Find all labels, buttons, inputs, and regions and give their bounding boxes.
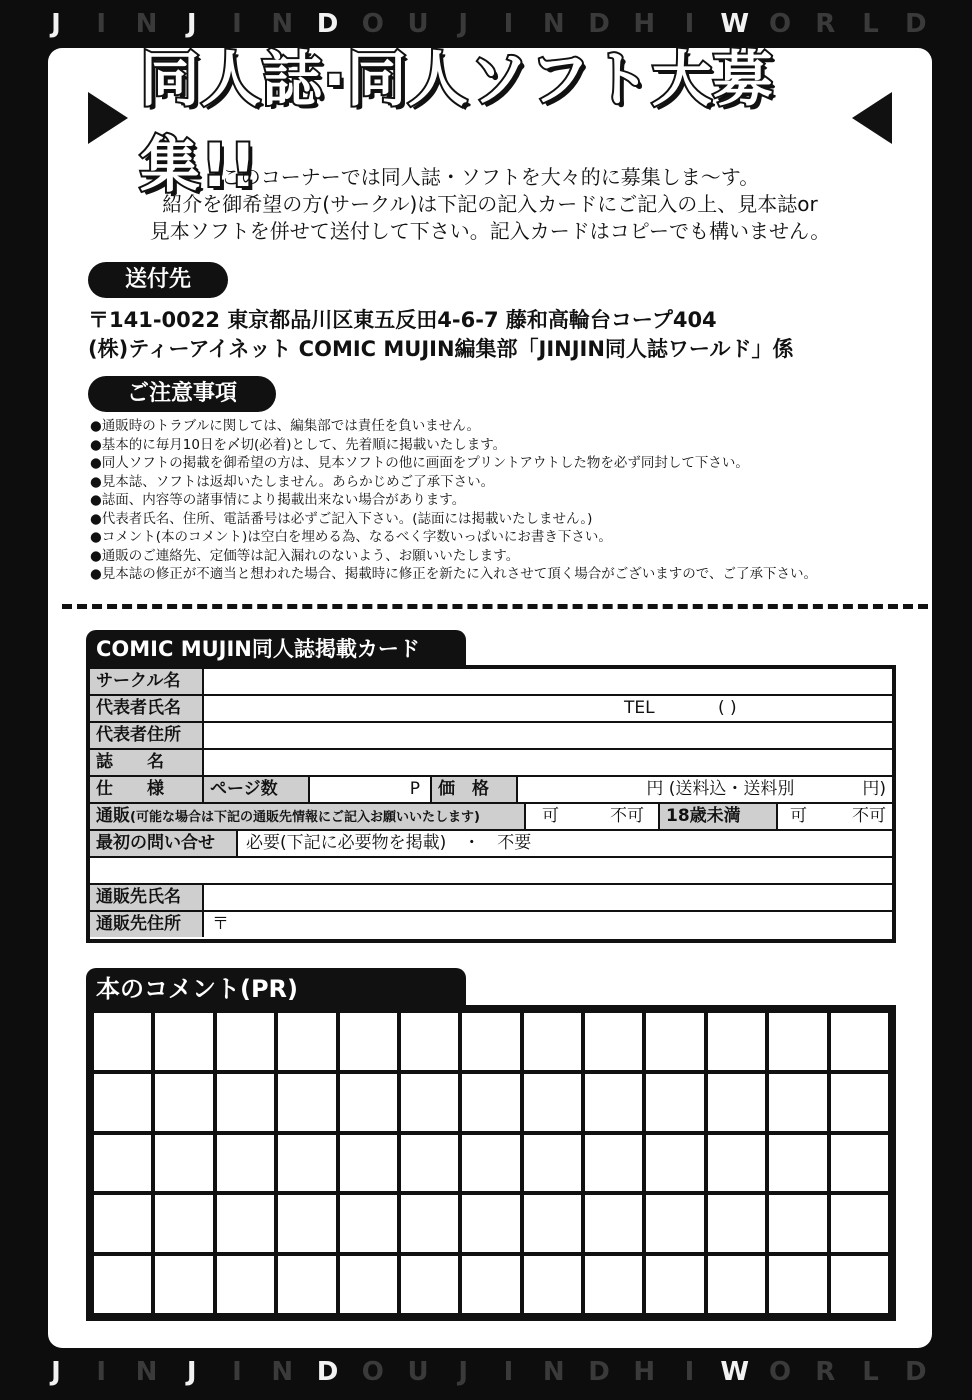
notice-item: ● コメント(本のコメント)は空白を埋める為、なるべく字数いっぱいにお書き下さい。 bbox=[90, 528, 817, 547]
under18-label: 18歳未満 bbox=[660, 804, 778, 829]
strip-letter: I bbox=[96, 1357, 107, 1387]
strip-letter: L bbox=[862, 1357, 879, 1387]
comment-grid-cell[interactable] bbox=[646, 1256, 703, 1313]
under18-fuka-option[interactable]: 不可 bbox=[852, 806, 886, 826]
row-magazine-name bbox=[90, 750, 892, 777]
row-mailorder bbox=[90, 804, 892, 831]
strip-letter: O bbox=[361, 9, 384, 39]
strip-letter: D bbox=[316, 9, 339, 39]
strip-letter: I bbox=[684, 9, 695, 39]
comment-grid-cell[interactable] bbox=[462, 1195, 519, 1252]
comment-grid-cell[interactable] bbox=[585, 1074, 642, 1131]
comment-grid-cell[interactable] bbox=[94, 1135, 151, 1192]
comment-grid-cell[interactable] bbox=[524, 1195, 581, 1252]
strip-letter: N bbox=[135, 1357, 158, 1387]
comment-grid-cell[interactable] bbox=[155, 1195, 212, 1252]
comment-grid-cell[interactable] bbox=[646, 1195, 703, 1252]
price-label: 価 格 bbox=[432, 777, 518, 802]
comment-grid-cell[interactable] bbox=[585, 1256, 642, 1313]
address-block bbox=[88, 306, 794, 364]
mailorder-fuka-option[interactable]: 不可 bbox=[590, 804, 660, 829]
pages-label: ページ数 bbox=[204, 777, 310, 802]
strip-letter: D bbox=[904, 9, 927, 39]
mailorder-ka-option[interactable]: 可 bbox=[542, 806, 559, 826]
strip-letter: R bbox=[815, 9, 836, 39]
comment-grid-cell[interactable] bbox=[769, 1013, 826, 1070]
comment-grid-cell[interactable] bbox=[155, 1256, 212, 1313]
strip-letter: J bbox=[51, 1357, 61, 1387]
comment-grid-cell[interactable] bbox=[585, 1135, 642, 1192]
strip-letter: J bbox=[186, 1357, 197, 1387]
magazine-name-field[interactable] bbox=[204, 750, 892, 775]
strip-letter: J bbox=[458, 9, 469, 39]
strip-letter: N bbox=[271, 1357, 294, 1387]
strip-letter: N bbox=[271, 9, 294, 39]
comment-grid-cell[interactable] bbox=[94, 1074, 151, 1131]
row-mail-address bbox=[90, 912, 892, 939]
comment-grid-cell[interactable] bbox=[708, 1013, 765, 1070]
comment-grid-cell[interactable] bbox=[401, 1013, 458, 1070]
rep-address-label: 代表者住所 bbox=[90, 723, 204, 748]
notice-item: ● 同人ソフトの掲載を御希望の方は、見本ソフトの他に画面をプリントアウトした物を必ず同封して下さい。 bbox=[90, 454, 817, 473]
comment-grid-cell[interactable] bbox=[462, 1013, 519, 1070]
strip-letter: I bbox=[684, 1357, 695, 1387]
intro-line: 紹介を御希望の方(サークル)は下記の記入カードにご記入の上、見本誌or bbox=[162, 192, 818, 216]
strip-letter: O bbox=[361, 1357, 384, 1387]
row-first-inquiry bbox=[90, 831, 892, 858]
strip-letter: U bbox=[407, 9, 429, 39]
notice-item: ● 代表者氏名、住所、電話番号は必ずご記入下さい。(誌面には掲載いたしません。) bbox=[90, 510, 817, 529]
address-line: (株)ティーアイネット COMIC MUJIN編集部「JINJIN同人誌ワールド」係 bbox=[88, 337, 794, 361]
rep-address-field[interactable] bbox=[204, 723, 892, 748]
comment-grid-cell[interactable] bbox=[278, 1195, 335, 1252]
row-mail-name bbox=[90, 885, 892, 912]
comment-grid-cell[interactable] bbox=[462, 1256, 519, 1313]
mailorder-title: 通販 bbox=[96, 806, 130, 826]
under18-ka-option[interactable]: 可 bbox=[790, 806, 807, 826]
tel-label: TEL bbox=[624, 698, 655, 718]
comment-grid-cell[interactable] bbox=[646, 1074, 703, 1131]
circle-name-label: サークル名 bbox=[90, 669, 204, 694]
right-triangle-icon bbox=[88, 92, 128, 144]
magazine-name-label: 誌 名 bbox=[90, 750, 204, 775]
comment-grid-cell[interactable] bbox=[524, 1013, 581, 1070]
first-inquiry-options[interactable]: 必要(下記に必要物を掲載) ・ 不要 bbox=[246, 833, 532, 853]
comment-grid-cell[interactable] bbox=[401, 1074, 458, 1131]
comment-grid-cell[interactable] bbox=[340, 1013, 397, 1070]
strip-letter: I bbox=[503, 9, 514, 39]
comment-grid-cell[interactable] bbox=[217, 1013, 274, 1070]
notice-label: ご注意事項 bbox=[88, 376, 276, 412]
comment-grid[interactable] bbox=[86, 1005, 896, 1321]
comment-grid-cell[interactable] bbox=[401, 1135, 458, 1192]
comment-grid-cell[interactable] bbox=[769, 1195, 826, 1252]
comment-grid-cell[interactable] bbox=[340, 1074, 397, 1131]
card-title: COMIC MUJIN同人誌掲載カード bbox=[86, 630, 466, 666]
tel-field[interactable]: ( ) bbox=[718, 698, 737, 718]
strip-letter: N bbox=[542, 1357, 565, 1387]
comment-grid-cell[interactable] bbox=[708, 1074, 765, 1131]
notice-item: ● 基本的に毎月10日を〆切(必着)として、先着順に掲載いたします。 bbox=[90, 436, 817, 455]
strip-letter: U bbox=[407, 1357, 429, 1387]
row-rep-address bbox=[90, 723, 892, 750]
intro-text bbox=[48, 164, 932, 245]
mail-name-field[interactable] bbox=[204, 885, 892, 910]
comment-grid-cell[interactable] bbox=[769, 1256, 826, 1313]
comment-grid-cell[interactable] bbox=[708, 1195, 765, 1252]
strip-letter: W bbox=[720, 1357, 750, 1387]
comment-grid-cell[interactable] bbox=[94, 1256, 151, 1313]
comment-grid-cell[interactable] bbox=[217, 1135, 274, 1192]
notice-item: ● 見本誌の修正が不適当と想われた場合、掲載時に修正を新たに入れさせて頂く場合がございますので、ご了承下さい。 bbox=[90, 565, 817, 584]
comment-grid-cell[interactable] bbox=[524, 1135, 581, 1192]
strip-letter: W bbox=[720, 9, 750, 39]
send-to-label: 送付先 bbox=[88, 262, 228, 298]
comment-grid-cell[interactable] bbox=[524, 1074, 581, 1131]
comment-grid-cell[interactable] bbox=[585, 1013, 642, 1070]
rep-name-field[interactable] bbox=[204, 696, 604, 721]
comment-grid-cell[interactable] bbox=[769, 1135, 826, 1192]
comment-grid-cell[interactable] bbox=[831, 1074, 888, 1131]
comment-grid-cell[interactable] bbox=[217, 1195, 274, 1252]
strip-letter: L bbox=[862, 9, 879, 39]
strip-letter: J bbox=[458, 1357, 469, 1387]
mail-name-label: 通販先氏名 bbox=[90, 885, 204, 910]
comment-grid-cell[interactable] bbox=[155, 1013, 212, 1070]
mail-address-label: 通販先住所 bbox=[90, 912, 204, 937]
strip-letter: D bbox=[588, 9, 610, 39]
comment-grid-cell[interactable] bbox=[217, 1074, 274, 1131]
address-line: 〒141-0022 東京都品川区東五反田4-6-7 藤和高輪台コープ404 bbox=[88, 308, 717, 332]
strip-letter: N bbox=[135, 9, 158, 39]
comment-grid-cell[interactable] bbox=[340, 1195, 397, 1252]
headline-text: 同人誌·同人ソフト大募集!! bbox=[140, 45, 774, 201]
intro-line: 見本ソフトを併せて送付して下さい。記入カードはコピーでも構いません。 bbox=[149, 219, 831, 243]
strip-letter: H bbox=[633, 1357, 656, 1387]
strip-letter: I bbox=[96, 9, 107, 39]
comment-grid-cell[interactable] bbox=[646, 1135, 703, 1192]
notice-item: ● 通販時のトラブルに関しては、編集部では責任を負いません。 bbox=[90, 417, 817, 436]
comment-grid-cell[interactable] bbox=[340, 1256, 397, 1313]
left-triangle-icon bbox=[852, 92, 892, 144]
comment-grid-cell[interactable] bbox=[585, 1195, 642, 1252]
notice-item: ● 見本誌、ソフトは返却いたしません。あらかじめご了承下さい。 bbox=[90, 473, 817, 492]
cut-line bbox=[62, 604, 928, 609]
row-required-items bbox=[90, 858, 892, 885]
strip-letter: D bbox=[588, 1357, 610, 1387]
comment-grid-cell[interactable] bbox=[278, 1074, 335, 1131]
strip-letter: I bbox=[232, 1357, 242, 1387]
strip-letter: R bbox=[815, 1357, 836, 1387]
required-items-field[interactable] bbox=[90, 858, 892, 883]
row-spec bbox=[90, 777, 892, 804]
rep-name-label: 代表者氏名 bbox=[90, 696, 204, 721]
form-panel bbox=[48, 45, 932, 1348]
row-rep-name bbox=[90, 696, 892, 723]
comment-grid-cell[interactable] bbox=[708, 1135, 765, 1192]
comment-grid-cell[interactable] bbox=[401, 1195, 458, 1252]
price-field[interactable]: 円 (送料込・送料別 円) bbox=[646, 779, 886, 799]
mailorder-label bbox=[90, 804, 526, 829]
comment-grid-cell[interactable] bbox=[278, 1013, 335, 1070]
strip-letter: J bbox=[186, 9, 197, 39]
strip-letter: H bbox=[633, 9, 656, 39]
comment-grid-cell[interactable] bbox=[340, 1135, 397, 1192]
comment-grid-cell[interactable] bbox=[278, 1135, 335, 1192]
comment-title: 本のコメント(PR) bbox=[86, 968, 466, 1008]
entry-card-form bbox=[86, 665, 896, 943]
comment-grid-cell[interactable] bbox=[831, 1135, 888, 1192]
comment-grid-cell[interactable] bbox=[831, 1013, 888, 1070]
row-circle-name bbox=[90, 669, 892, 696]
comment-grid-cell[interactable] bbox=[462, 1135, 519, 1192]
strip-letter: I bbox=[232, 9, 242, 39]
notice-list bbox=[90, 417, 817, 584]
comment-grid-cell[interactable] bbox=[524, 1256, 581, 1313]
comment-grid-cell[interactable] bbox=[646, 1013, 703, 1070]
comment-grid-cell[interactable] bbox=[708, 1256, 765, 1313]
strip-letter: O bbox=[768, 9, 792, 39]
strip-letter: D bbox=[904, 1357, 927, 1387]
notice-item: ● 通販のご連絡先、定価等は記入漏れのないよう、お願いいたします。 bbox=[90, 547, 817, 566]
comment-grid-cell[interactable] bbox=[831, 1256, 888, 1313]
comment-grid-cell[interactable] bbox=[94, 1195, 151, 1252]
strip-letter: D bbox=[316, 1357, 339, 1387]
strip-letter: I bbox=[503, 1357, 514, 1387]
strip-letter: J bbox=[51, 9, 61, 39]
comment-grid-cell[interactable] bbox=[155, 1074, 212, 1131]
pages-field[interactable]: P bbox=[310, 777, 432, 802]
comment-grid-cell[interactable] bbox=[217, 1256, 274, 1313]
comment-grid-cell[interactable] bbox=[769, 1074, 826, 1131]
intro-line: このコーナーでは同人誌・ソフトを大々的に募集しま〜す。 bbox=[220, 165, 760, 189]
mailorder-note: (可能な場合は下記の通販先情報にご記入お願いいたします) bbox=[130, 810, 480, 825]
spec-label: 仕 様 bbox=[90, 777, 204, 802]
first-inquiry-label: 最初の問い合せ bbox=[90, 831, 238, 856]
circle-name-field[interactable] bbox=[204, 669, 892, 694]
strip-letter: O bbox=[768, 1357, 792, 1387]
comment-grid-cell[interactable] bbox=[155, 1135, 212, 1192]
notice-item: ● 誌面、内容等の諸事情により掲載出来ない場合があります。 bbox=[90, 491, 817, 510]
comment-grid-cell[interactable] bbox=[94, 1013, 151, 1070]
strip-letter: N bbox=[542, 9, 565, 39]
mail-address-field[interactable]: 〒 bbox=[212, 914, 229, 934]
comment-grid-cell[interactable] bbox=[278, 1256, 335, 1313]
comment-grid-cell[interactable] bbox=[831, 1195, 888, 1252]
bottom-letter-strip bbox=[0, 1352, 972, 1392]
comment-grid-cell[interactable] bbox=[401, 1256, 458, 1313]
comment-grid-cell[interactable] bbox=[462, 1074, 519, 1131]
